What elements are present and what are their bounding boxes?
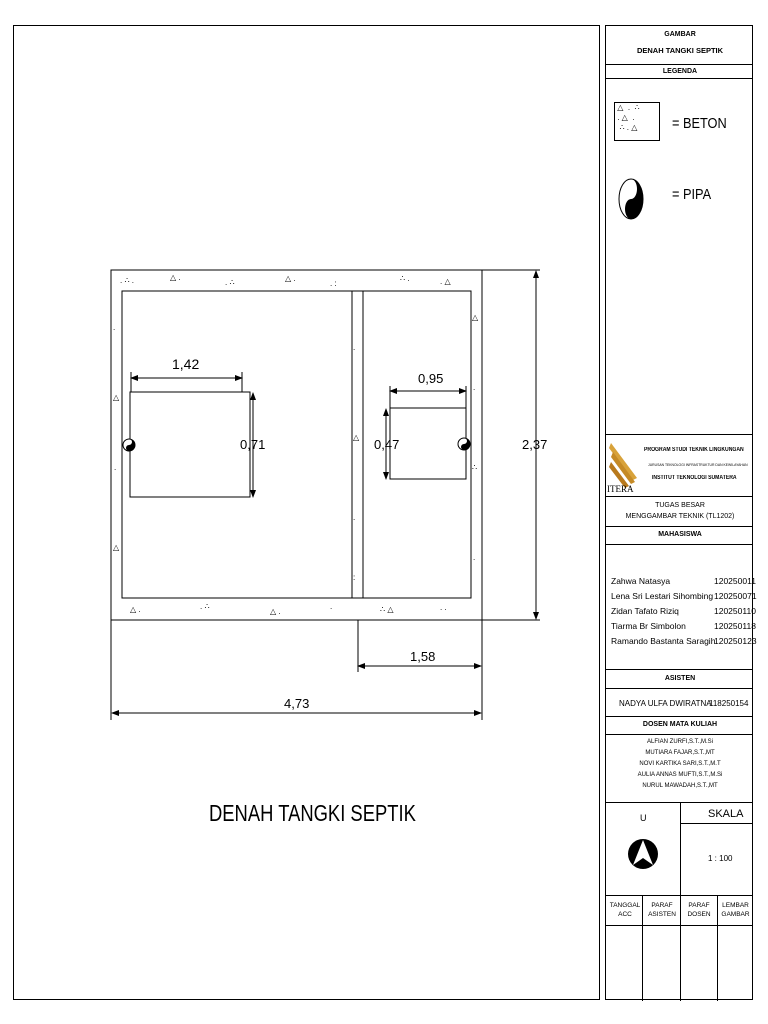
lecturer-name: NOVI KARTIKA SARI,S.T.,M.T xyxy=(639,761,721,767)
header-line1: GAMBAR xyxy=(664,31,696,38)
title-block xyxy=(605,25,757,1000)
scale-label: SKALA xyxy=(708,808,744,820)
student-name: Tiarma Br Simbolon xyxy=(611,621,686,631)
svg-text:. .: . . xyxy=(440,603,447,612)
student-nim: 120250123 xyxy=(714,636,757,646)
lecturer-name: ALFIAN ZURFI,S.T.,M.Si xyxy=(646,739,713,745)
student-nim: 120250071 xyxy=(714,591,757,601)
itera-logo-text: ITERA xyxy=(607,484,634,494)
svg-text:. ∴: . ∴ xyxy=(200,602,210,611)
legend-label: LEGENDA xyxy=(662,68,698,75)
lecturer-name: MUTIARA FAJAR,S.T.,MT xyxy=(645,750,715,756)
dim-total-height-label: 2,37 xyxy=(522,437,548,452)
dim-total-width-label: 4,73 xyxy=(284,696,310,711)
svg-text:.: . xyxy=(114,463,117,472)
svg-text:. ∴: . ∴ xyxy=(225,278,235,287)
svg-text:. :: . : xyxy=(330,279,337,288)
svg-text:△ .: △ . xyxy=(270,607,281,616)
assignment-line1: TUGAS BESAR xyxy=(655,502,705,509)
student-name: Zahwa Natasya xyxy=(611,576,671,586)
department-name: JURUSAN TEKNOLOGI INFRASTRUKTUR DAN KEWILAYAHAN xyxy=(648,462,748,467)
student-nim: 120250118 xyxy=(714,621,756,631)
svg-text:△ .: △ . xyxy=(285,274,296,283)
dim-left-height-label: 0,71 xyxy=(240,437,266,452)
right-chamber-box xyxy=(390,408,466,479)
student-name: Lena Sri Lestari Sihombing xyxy=(611,591,714,601)
svg-text:△: △ xyxy=(113,543,120,552)
svg-text:.: . xyxy=(473,553,476,562)
legend-beton-label: = BETON xyxy=(672,115,727,132)
svg-text:△ .: △ . xyxy=(170,273,181,282)
pipe-symbol-icon xyxy=(616,176,646,222)
paraf-asisten-label: PARAF ASISTEN xyxy=(648,902,676,918)
svg-text:∴: ∴ xyxy=(472,463,478,472)
svg-text:.: . xyxy=(353,343,356,352)
assistant-nim: 118250154 xyxy=(709,699,749,708)
assistant-name: NADYA ULFA DWIRATNA xyxy=(619,699,712,708)
svg-text:△: △ xyxy=(472,313,479,322)
assistant-label: ASISTEN xyxy=(664,675,696,682)
svg-text:. △: . △ xyxy=(440,277,451,286)
svg-text:∴ △: ∴ △ xyxy=(380,605,394,614)
svg-text:.: . xyxy=(353,513,356,522)
lecturer-name: NURUL MAWADAH,S.T.,MT xyxy=(642,783,718,789)
svg-text:△: △ xyxy=(353,433,360,442)
legend-pipa-label: = PIPA xyxy=(672,186,712,203)
dim-right-height-label: 0,47 xyxy=(374,437,400,452)
program-name: PROGRAM STUDI TEKNIK LINGKUNGAN xyxy=(644,447,744,453)
dim-right-width-label: 0,95 xyxy=(418,371,444,386)
tank-walls xyxy=(111,270,482,620)
svg-text:△: △ xyxy=(113,393,120,402)
dim-left-width-label: 1,42 xyxy=(172,356,200,372)
student-name: Ramando Bastanta Saragih xyxy=(611,636,716,646)
lembar-gambar-label: LEMBAR GAMBAR xyxy=(721,902,750,918)
dim-partition-width-label: 1,58 xyxy=(410,649,436,664)
svg-text::: : xyxy=(353,573,356,582)
lecturers-label: DOSEN MATA KULIAH xyxy=(642,721,718,728)
paraf-dosen-label: PARAF DOSEN xyxy=(687,902,711,918)
svg-text:.: . xyxy=(330,602,333,611)
lecturer-name: AULIA ANNAS MUFTI,S.T.,M.Si xyxy=(637,772,723,778)
assignment-line2: MENGGAMBAR TEKNIK (TL1202) xyxy=(625,513,735,520)
institute-name: INSTITUT TEKNOLOGI SUMATERA xyxy=(652,475,737,481)
svg-text:. ∴ .: . ∴ . xyxy=(120,276,134,285)
concrete-hatch xyxy=(113,273,479,616)
left-chamber-box xyxy=(130,392,250,497)
north-arrow-icon xyxy=(626,826,660,882)
header-line2: DENAH TANGKI SEPTIK xyxy=(636,46,724,55)
svg-text:∴ .: ∴ . xyxy=(400,274,410,283)
inlet-pipe-icon xyxy=(123,439,135,451)
student-nim: 120250110 xyxy=(714,606,756,616)
outlet-pipe-icon xyxy=(458,438,470,450)
student-name: Zidan Tafato Riziq xyxy=(611,606,679,616)
drawing-title: DENAH TANGKI SEPTIK xyxy=(209,800,416,826)
students-label: MAHASISWA xyxy=(658,531,702,538)
svg-text:△ .: △ . xyxy=(130,605,141,614)
student-nim: 120250011 xyxy=(714,576,756,586)
svg-text:.: . xyxy=(473,383,476,392)
north-label: U xyxy=(640,813,647,823)
svg-text:.: . xyxy=(113,323,116,332)
scale-value: 1 : 100 xyxy=(708,854,733,863)
tanggal-acc-label: TANGGAL ACC xyxy=(609,902,641,918)
concrete-hatch-icon: △ . ∴ . △ . ∴ . △ xyxy=(614,102,660,141)
